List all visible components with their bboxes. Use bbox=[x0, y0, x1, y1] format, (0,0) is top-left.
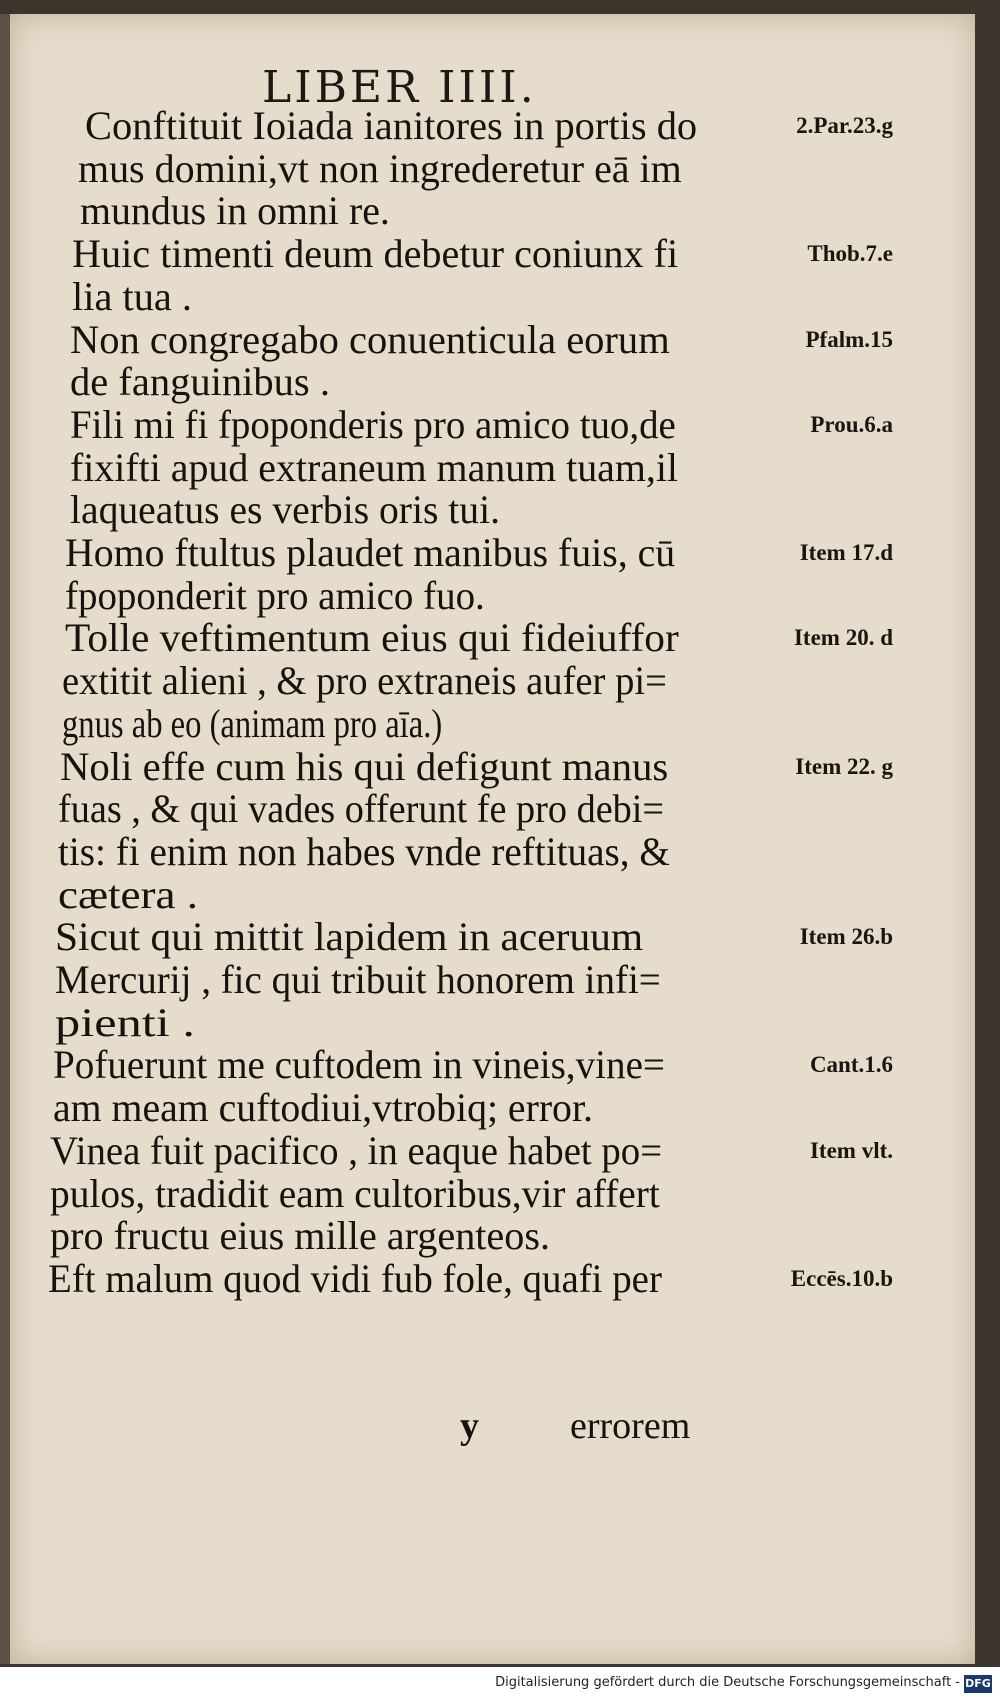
line-text: Conftituit Ioiada ianitores in portis do bbox=[85, 103, 698, 148]
margin-reference: Prou.6.a bbox=[810, 411, 893, 437]
line-text: Huic timenti deum debetur coniunx fi bbox=[72, 231, 679, 277]
text-line bbox=[10, 1001, 975, 1045]
text-line bbox=[10, 574, 975, 618]
text-line bbox=[10, 403, 975, 447]
line-text: pro fructu eius mille argenteos. bbox=[50, 1213, 551, 1259]
footer-credit: Digitalisierung gefördert durch die Deutsche Forschungsgemeinschaft - bbox=[495, 1675, 960, 1690]
text-line bbox=[10, 1043, 975, 1087]
text-line bbox=[10, 616, 975, 660]
line-text: Tolle veftimentum eius qui fideiuffor bbox=[65, 615, 679, 661]
margin-reference: Item 20. d bbox=[793, 625, 893, 651]
catchline bbox=[10, 1404, 975, 1448]
text-line bbox=[10, 958, 975, 1002]
text-line bbox=[10, 446, 975, 490]
dfg-logo: DFG bbox=[964, 1675, 992, 1693]
text-line bbox=[10, 488, 975, 532]
margin-reference: Item 17.d bbox=[799, 540, 893, 565]
line-text: Fili mi fi fpoponderis pro amico tuo,de bbox=[70, 401, 676, 447]
text-line bbox=[10, 1129, 975, 1173]
signature-mark: y bbox=[460, 1405, 479, 1447]
margin-reference: Pfalm.15 bbox=[805, 326, 893, 352]
running-head: LIBER IIII. bbox=[262, 62, 537, 113]
margin-reference: Item vlt. bbox=[809, 1137, 893, 1163]
line-text: Non congregabo conuenticula eorum bbox=[70, 316, 670, 362]
text-line bbox=[10, 873, 975, 917]
line-text: laqueatus es verbis oris tui. bbox=[70, 487, 501, 533]
catchword: errorem bbox=[570, 1405, 691, 1447]
line-text: de fanguinibus . bbox=[70, 359, 330, 405]
margin-reference: Thob.7.e bbox=[807, 241, 893, 267]
binding-edge bbox=[0, 14, 10, 1664]
text-line bbox=[10, 531, 975, 575]
line-text: Pofuerunt me cuftodem in vineis,vine= bbox=[53, 1042, 665, 1088]
footer-bar bbox=[0, 1667, 1000, 1703]
line-text: gnus ab eo (animam pro aīa.) bbox=[62, 700, 443, 746]
book-page bbox=[10, 14, 975, 1664]
line-text: fuas , & qui vades offerunt fe pro debi= bbox=[58, 786, 664, 832]
line-text: cætera . bbox=[58, 871, 199, 917]
line-text: mundus in omni re. bbox=[80, 188, 390, 234]
text-line bbox=[10, 659, 975, 703]
margin-reference: Cant.1.6 bbox=[809, 1052, 893, 1078]
text-line bbox=[10, 1257, 975, 1301]
text-line bbox=[10, 360, 975, 404]
text-line bbox=[10, 830, 975, 874]
line-text: Vinea fuit pacifico , in eaque habet po= bbox=[50, 1127, 663, 1173]
line-text: fpoponderit pro amico fuo. bbox=[65, 572, 485, 618]
line-text: Mercurij , fic qui tribuit honorem infi= bbox=[55, 957, 661, 1002]
line-text: pienti . bbox=[55, 999, 195, 1045]
text-line bbox=[10, 147, 975, 191]
text-line bbox=[10, 104, 975, 148]
text-line bbox=[10, 1172, 975, 1216]
line-text: Sicut qui mittit lapidem in aceruum bbox=[55, 914, 644, 960]
margin-reference: Eccēs.10.b bbox=[790, 1265, 893, 1291]
text-line bbox=[10, 232, 975, 276]
line-text: mus domini,vt non ingrederetur eā im bbox=[78, 145, 682, 191]
line-text: Homo ftultus plaudet manibus fuis, cū bbox=[65, 530, 676, 575]
line-text: Eft malum quod vidi fub fole, quafi per bbox=[48, 1255, 662, 1301]
text-line bbox=[10, 915, 975, 959]
line-text: extitit alieni , & pro extraneis aufer pi= bbox=[62, 658, 667, 704]
text-line bbox=[10, 189, 975, 233]
line-text: fixifti apud extraneum manum tuam,il bbox=[70, 444, 679, 490]
text-line bbox=[10, 702, 975, 746]
line-text: pulos, tradidit eam cultoribus,vir affert bbox=[50, 1170, 660, 1216]
margin-reference: Item 26.b bbox=[799, 924, 893, 950]
line-text: lia tua . bbox=[72, 273, 193, 319]
text-line bbox=[10, 787, 975, 831]
text-line bbox=[10, 1214, 975, 1258]
text-line bbox=[10, 318, 975, 362]
margin-reference: 2.Par.23.g bbox=[796, 113, 893, 138]
line-text: am meam cuftodiui,vtrobiq; error. bbox=[53, 1085, 593, 1131]
margin-reference: Item 22. g bbox=[795, 753, 893, 779]
text-line bbox=[10, 275, 975, 319]
text-line bbox=[10, 745, 975, 789]
line-text: tis: fi enim non habes vnde reftituas, & bbox=[58, 828, 670, 874]
line-text: Noli effe cum his qui defigunt manus bbox=[60, 743, 669, 789]
text-line bbox=[10, 1086, 975, 1130]
